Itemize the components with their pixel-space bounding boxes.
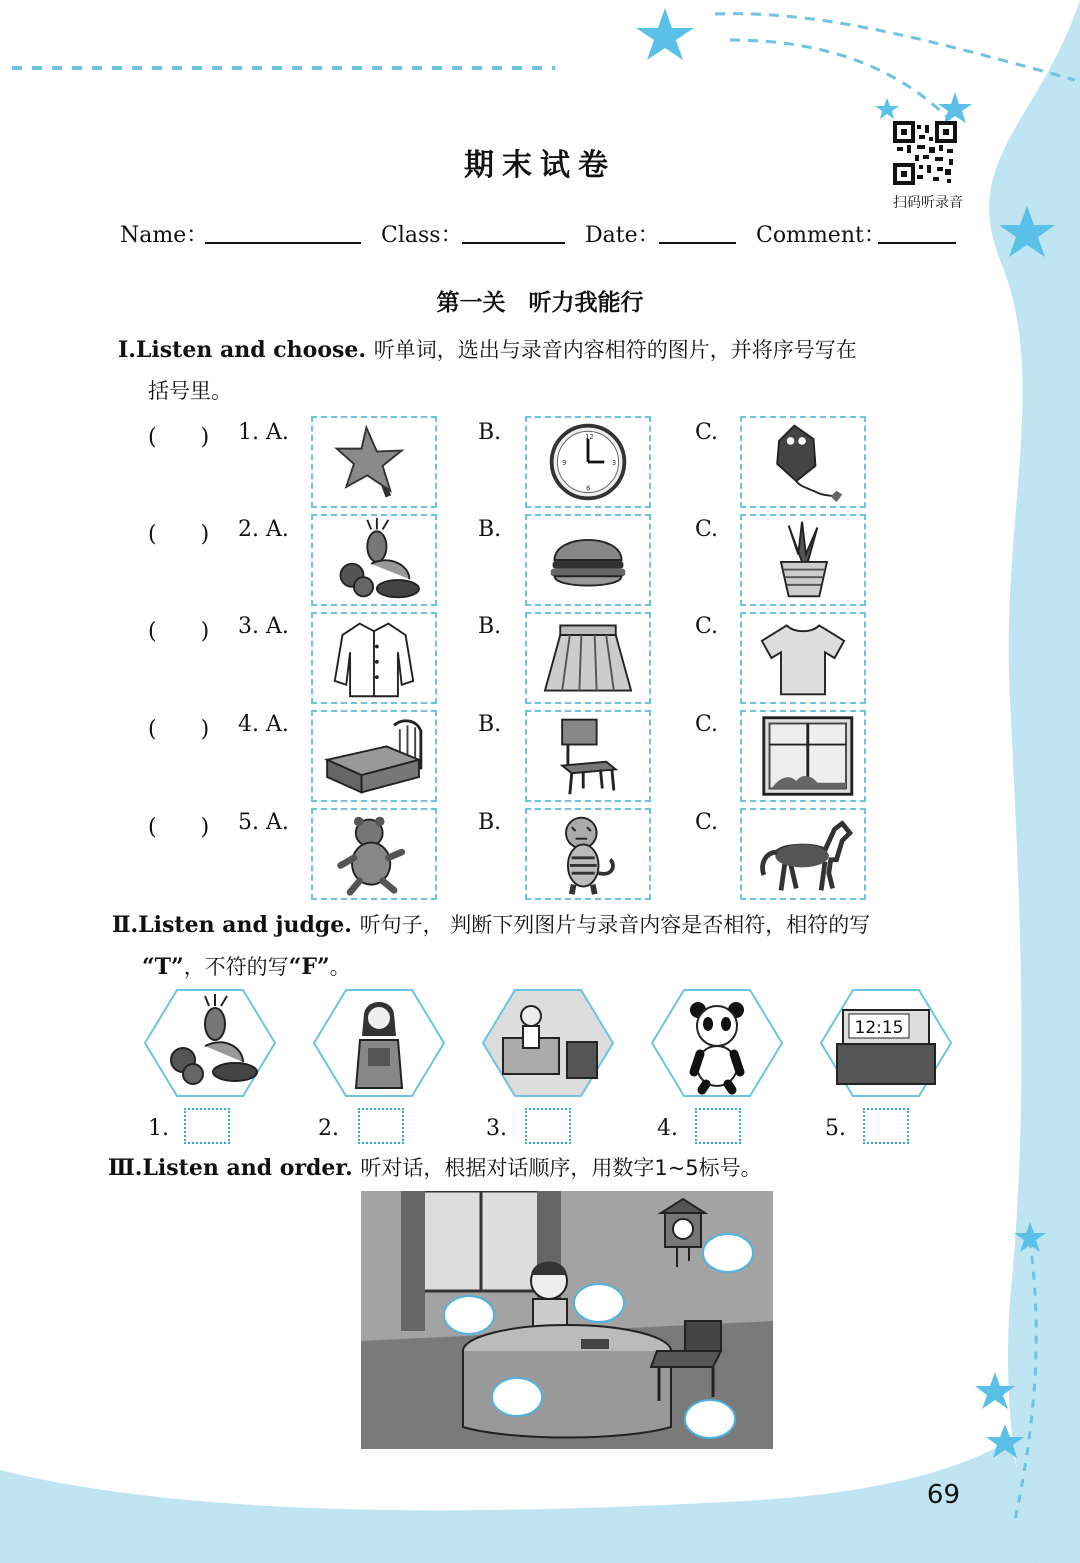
name-blank[interactable] bbox=[205, 222, 361, 244]
comment-field bbox=[756, 218, 886, 249]
option-5a[interactable] bbox=[311, 808, 437, 900]
hamburger-icon bbox=[527, 516, 649, 604]
section-title: 第一关 听力我能行 bbox=[436, 290, 644, 316]
bear-icon bbox=[313, 810, 435, 898]
option-1a[interactable] bbox=[311, 416, 437, 508]
option-letter: B. bbox=[478, 614, 502, 639]
class-blank[interactable] bbox=[462, 222, 565, 244]
question-number: 4. A. bbox=[238, 712, 289, 737]
bed-icon bbox=[313, 712, 435, 800]
answer-paren[interactable]: ( ) bbox=[148, 815, 210, 840]
judge-picture-5 bbox=[819, 988, 953, 1098]
option-2a[interactable] bbox=[311, 514, 437, 606]
option-4c[interactable] bbox=[740, 710, 866, 802]
page-number: 69 bbox=[926, 1480, 960, 1510]
kite-icon bbox=[742, 418, 864, 506]
judge-number: 5. bbox=[825, 1116, 846, 1141]
star-icon bbox=[986, 1424, 1024, 1458]
part1-instruction-en: Listen and choose. bbox=[135, 337, 367, 363]
date-label: Date： bbox=[585, 223, 660, 248]
judge-number: 3. bbox=[486, 1116, 507, 1141]
option-1c[interactable] bbox=[740, 416, 866, 508]
date-field bbox=[585, 218, 660, 249]
name-label: Name： bbox=[120, 223, 209, 248]
judge-picture-2 bbox=[312, 988, 446, 1098]
part2-number: Ⅱ. bbox=[112, 912, 139, 938]
option-4a[interactable] bbox=[311, 710, 437, 802]
window-icon bbox=[742, 712, 864, 800]
option-4b[interactable] bbox=[525, 710, 651, 802]
part2-instruction-en: Listen and judge. bbox=[138, 912, 352, 938]
part2-instruction-cn: 听句子， 判断下列图片与录音内容是否相符，相符的写 bbox=[359, 913, 871, 937]
question-number: 2. A. bbox=[238, 517, 289, 542]
skirt-icon bbox=[527, 614, 649, 702]
option-3a[interactable] bbox=[311, 612, 437, 704]
part1-instruction-line2: 括号里。 bbox=[148, 379, 232, 403]
class-label: Class： bbox=[381, 223, 463, 248]
option-3c[interactable] bbox=[740, 612, 866, 704]
option-1b[interactable] bbox=[525, 416, 651, 508]
svg-text:9: 9 bbox=[562, 458, 567, 467]
option-3b[interactable] bbox=[525, 612, 651, 704]
part1-instruction bbox=[118, 330, 857, 371]
option-letter: B. bbox=[478, 517, 502, 542]
option-2b[interactable] bbox=[525, 514, 651, 606]
answer-paren[interactable]: ( ) bbox=[148, 522, 210, 547]
judge-answer-box-2[interactable] bbox=[358, 1108, 404, 1144]
judge-answer-box-1[interactable] bbox=[184, 1108, 230, 1144]
option-5b[interactable] bbox=[525, 808, 651, 900]
star-icon bbox=[938, 92, 972, 123]
judge-picture-4 bbox=[650, 988, 784, 1098]
svg-text:3: 3 bbox=[611, 458, 617, 467]
potted-plant-icon bbox=[742, 516, 864, 604]
magic-wand-star-icon bbox=[313, 418, 435, 506]
qr-code-icon[interactable] bbox=[893, 121, 957, 185]
judge-answer-box-5[interactable] bbox=[863, 1108, 909, 1144]
judge-number: 2. bbox=[318, 1116, 339, 1141]
star-icon bbox=[875, 98, 899, 119]
option-letter: C. bbox=[695, 810, 719, 835]
fruit-basket-icon bbox=[143, 988, 277, 1098]
part3-instruction-cn: 听对话，根据对话顺序，用数字1~5标号。 bbox=[360, 1156, 762, 1180]
chair-icon bbox=[527, 712, 649, 800]
room-scene-icon bbox=[361, 1191, 773, 1449]
part1-number: Ⅰ. bbox=[118, 337, 136, 363]
star-icon bbox=[1014, 1222, 1046, 1252]
boy-on-sofa-icon bbox=[481, 988, 615, 1098]
shirt-icon bbox=[313, 614, 435, 702]
horse-icon bbox=[742, 810, 864, 898]
judge-answer-box-3[interactable] bbox=[525, 1108, 571, 1144]
option-letter: C. bbox=[695, 712, 719, 737]
star-icon bbox=[999, 206, 1055, 257]
clock-icon bbox=[527, 418, 649, 506]
panda-icon bbox=[650, 988, 784, 1098]
option-letter: B. bbox=[478, 810, 502, 835]
comment-blank[interactable] bbox=[878, 222, 956, 244]
part3-instruction-en: Listen and order. bbox=[142, 1155, 353, 1181]
option-letter: C. bbox=[695, 420, 719, 445]
question-number: 3. A. bbox=[238, 614, 289, 639]
part3-instruction bbox=[108, 1148, 762, 1189]
woman-icon bbox=[312, 988, 446, 1098]
answer-paren[interactable]: ( ) bbox=[148, 717, 210, 742]
star-icon bbox=[636, 8, 694, 60]
date-blank[interactable] bbox=[659, 222, 736, 244]
part2-instruction-line2: “T”，不符的写“F”。 bbox=[142, 954, 351, 980]
page-title: 期末试卷 bbox=[464, 148, 616, 183]
order-scene-picture bbox=[361, 1191, 773, 1449]
option-5c[interactable] bbox=[740, 808, 866, 900]
option-2c[interactable] bbox=[740, 514, 866, 606]
answer-paren[interactable]: ( ) bbox=[148, 425, 210, 450]
qr-caption: 扫码听录音 bbox=[893, 195, 963, 211]
judge-number: 1. bbox=[148, 1116, 169, 1141]
part3-number: Ⅲ. bbox=[108, 1155, 143, 1181]
judge-picture-3 bbox=[481, 988, 615, 1098]
name-field bbox=[120, 218, 208, 249]
part2-instruction bbox=[112, 905, 870, 946]
clock-display-text: 12:15 bbox=[854, 1018, 904, 1038]
answer-paren[interactable]: ( ) bbox=[148, 619, 210, 644]
svg-text:6: 6 bbox=[586, 484, 591, 493]
class-field bbox=[381, 218, 463, 249]
part1-instruction-cn: 听单词，选出与录音内容相符的图片，并将序号写在 bbox=[373, 338, 857, 362]
option-letter: B. bbox=[478, 420, 502, 445]
option-letter: C. bbox=[695, 517, 719, 542]
judge-answer-box-4[interactable] bbox=[695, 1108, 741, 1144]
comment-label: Comment： bbox=[756, 223, 886, 248]
option-letter: C. bbox=[695, 614, 719, 639]
fruit-basket-icon bbox=[313, 516, 435, 604]
question-number: 1. A. bbox=[238, 420, 289, 445]
option-letter: B. bbox=[478, 712, 502, 737]
question-number: 5. A. bbox=[238, 810, 289, 835]
judge-picture-1 bbox=[143, 988, 277, 1098]
svg-text:12: 12 bbox=[585, 433, 594, 442]
digital-clock-icon bbox=[819, 988, 953, 1098]
t-shirt-icon bbox=[742, 614, 864, 702]
star-icon bbox=[975, 1372, 1015, 1409]
judge-number: 4. bbox=[657, 1116, 678, 1141]
tiger-icon bbox=[527, 810, 649, 898]
